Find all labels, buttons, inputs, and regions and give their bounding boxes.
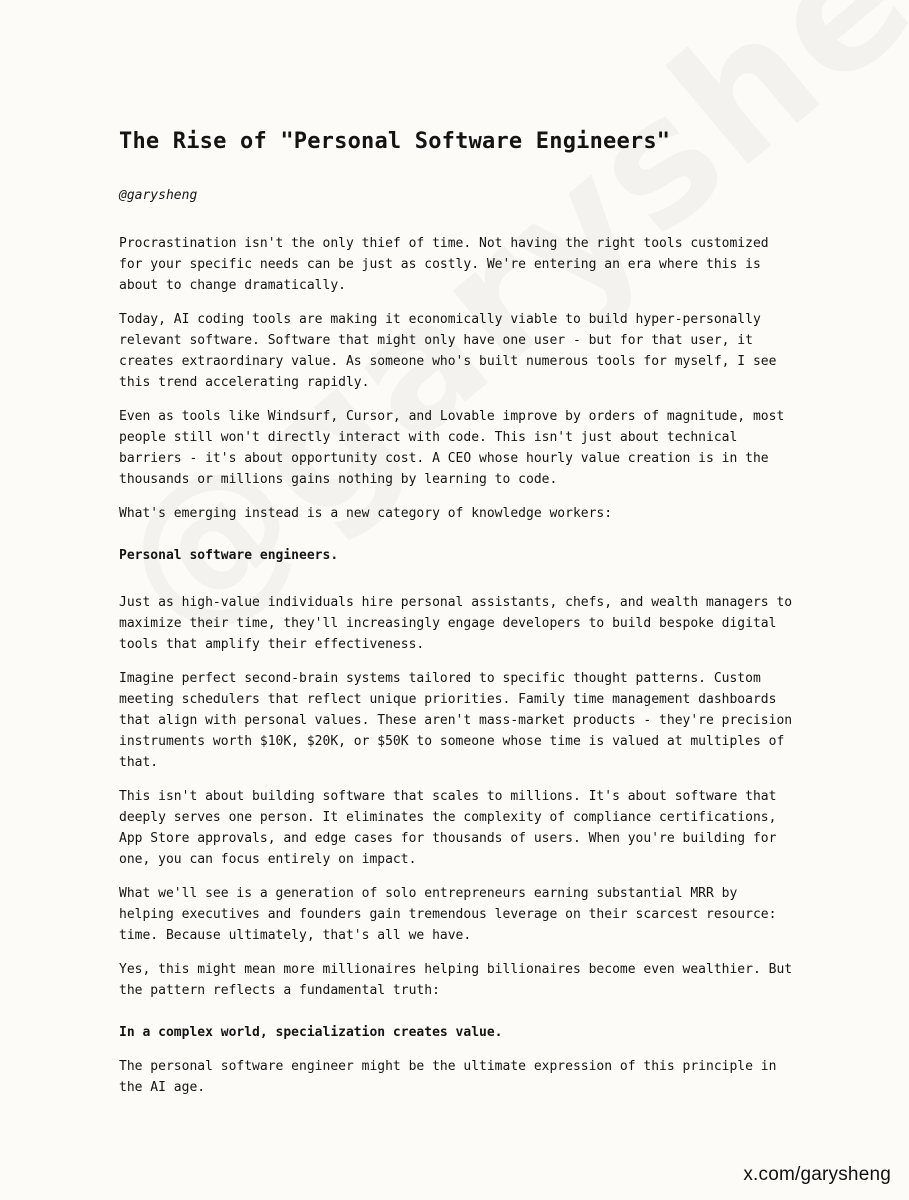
bold-statement: In a complex world, specialization creates value. [119,1025,503,1040]
paragraph: Even as tools like Windsurf, Cursor, and Lovable improve by orders of magnitude, most people still won't directly interact with code. This isn't just about technical barriers - it's about opportunity cost. A CEO whose hourly value creation is in the thousands or millions gains nothing by learning to code. [119,409,785,487]
article-title: The Rise of "Personal Software Engineers" [119,129,671,154]
paragraph: This isn't about building software that scales to millions. It's about software that deeply serves one person. It eliminates the complexity of compliance certifications, App Store approvals, and edge cases for thousands of users. When you're building for one, you can focus entirely on impact. [119,789,777,867]
paragraph: What's emerging instead is a new category of knowledge workers: [119,506,613,521]
paragraph: Imagine perfect second-brain systems tailored to specific thought patterns. Custom meeting schedulers that reflect unique priorities. Family time management dashboards that align with personal values. These aren't mass-market products - they're precision instruments worth $10K, $20K, or $50K to someone whose time is valued at multiples of that. [119,671,793,770]
article [119,124,799,1111]
bold-heading: Personal software engineers. [119,548,339,563]
paragraph: Just as high-value individuals hire personal assistants, chefs, and wealth managers to maximize their time, they'll increasingly engage developers to build bespoke digital tools that amplify their effectiveness. [119,595,793,652]
paragraph: What we'll see is a generation of solo entrepreneurs earning substantial MRR by helping executives and founders gain tremendous leverage on their scarcest resource: time. Because ultimately, that's all we have. [119,886,777,943]
profile-link[interactable]: x.com/garysheng [743,1164,891,1185]
author-handle: @garysheng [119,188,198,203]
paragraph: Today, AI coding tools are making it economically viable to build hyper-personally relevant software. Software that might only have one user - but for that user, it creates extraordinary value. As someone who's built numerous tools for myself, I see this trend accelerating rapidly. [119,312,777,390]
paragraph: Yes, this might mean more millionaires helping billionaires become even wealthier. But the pattern reflects a fundamental truth: [119,962,793,998]
paragraph: Procrastination isn't the only thief of time. Not having the right tools customized for your specific needs can be just as costly. We're entering an era where this is about to change dramatically. [119,236,769,293]
paragraph: The personal software engineer might be the ultimate expression of this principle in the AI age. [119,1059,777,1095]
